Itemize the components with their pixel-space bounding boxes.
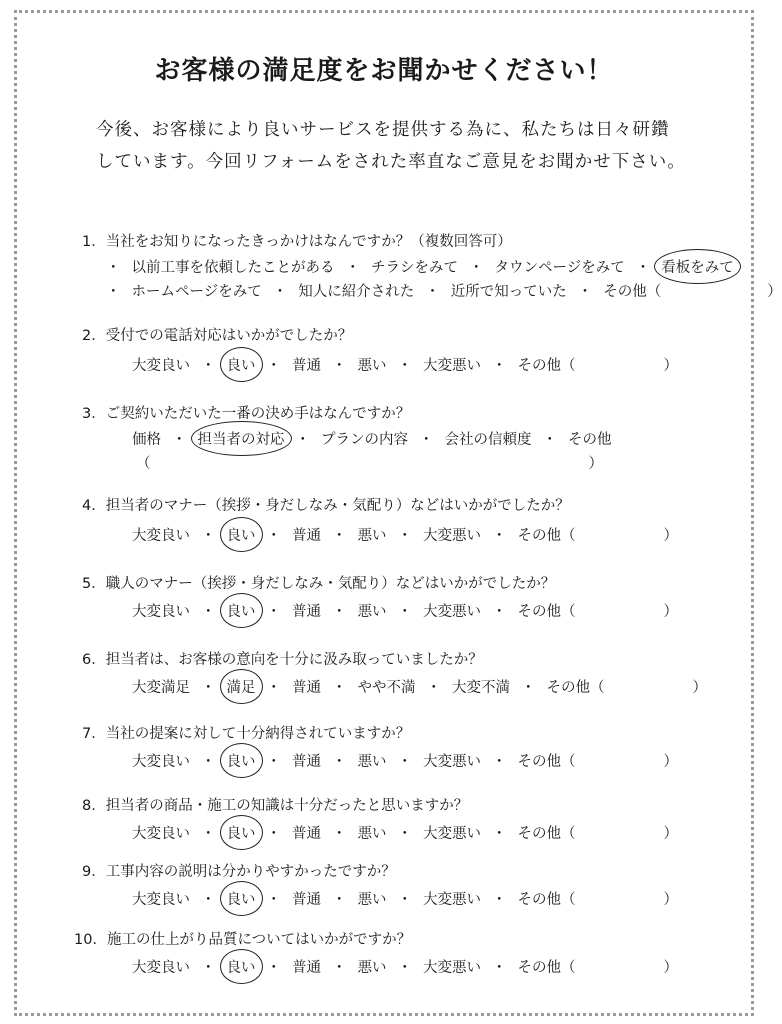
option-very-bad[interactable]: 大変悪い [423, 358, 481, 374]
option-price[interactable]: 価格 [132, 432, 161, 448]
open-paren: （ [136, 456, 151, 472]
separator: ・ [266, 528, 281, 544]
option-slightly-dissatisfied[interactable]: やや不満 [357, 680, 416, 696]
option-very-good[interactable]: 大変良い [132, 892, 190, 908]
option-town-page[interactable]: タウンページをみて [494, 260, 625, 276]
separator: ・ [469, 260, 484, 276]
option-very-good[interactable]: 大変良い [132, 604, 190, 620]
option-very-bad[interactable]: 大変悪い [423, 892, 481, 908]
option-referral[interactable]: 知人に紹介された [298, 284, 415, 300]
separator: ・ [332, 604, 347, 620]
separator: ・ [332, 892, 347, 908]
option-average[interactable]: 普通 [292, 754, 321, 770]
option-good-selected[interactable]: 良い [227, 750, 256, 771]
option-previous-work[interactable]: 以前工事を依頼したことがある [131, 260, 335, 276]
option-average[interactable]: 普通 [292, 358, 321, 374]
separator: ・ [295, 432, 310, 448]
separator: ・ [492, 960, 507, 976]
question-2-options [132, 354, 678, 375]
option-plan-content[interactable]: プランの内容 [321, 432, 408, 448]
question-9-options [132, 888, 678, 909]
option-very-bad[interactable]: 大変悪い [423, 960, 481, 976]
separator: ・ [635, 260, 651, 276]
separator: ・ [397, 604, 412, 620]
option-good-selected[interactable]: 良い [227, 822, 256, 843]
separator: ・ [345, 260, 360, 276]
question-1-options-row-1 [106, 256, 734, 277]
separator: ・ [521, 680, 536, 696]
option-bad[interactable]: 悪い [357, 528, 387, 544]
bullet: ・ [106, 284, 121, 300]
option-very-bad[interactable]: 大変悪い [423, 604, 481, 620]
question-6-options [132, 676, 707, 697]
close-paren: ） [663, 358, 678, 374]
close-paren: ） [663, 528, 678, 544]
option-very-good[interactable]: 大変良い [132, 528, 190, 544]
question-9: 9．工事内容の説明は分かりやすかったですか？ [82, 864, 396, 880]
question-5-options [132, 600, 678, 621]
option-very-satisfied[interactable]: 大変満足 [132, 680, 190, 696]
separator: ・ [397, 960, 412, 976]
option-very-bad[interactable]: 大変悪い [423, 754, 481, 770]
separator: ・ [492, 754, 507, 770]
option-average[interactable]: 普通 [292, 826, 321, 842]
question-8: 8．担当者の商品・施工の知識は十分だったと思いますか？ [82, 798, 469, 814]
option-good-selected[interactable]: 良い [227, 888, 256, 909]
separator: ・ [201, 754, 216, 770]
close-paren: ） [767, 284, 782, 300]
separator: ・ [201, 358, 216, 374]
option-very-bad[interactable]: 大変悪い [423, 826, 481, 842]
separator: ・ [266, 826, 281, 842]
question-3: 3．ご契約いただいた一番の決め手はなんですか？ [82, 406, 411, 422]
question-5: 5．職人のマナー（挨拶・身だしなみ・気配り）などはいかがでしたか？ [82, 576, 556, 592]
option-other[interactable]: その他（ [517, 754, 576, 770]
separator: ・ [492, 604, 507, 620]
option-very-good[interactable]: 大変良い [132, 358, 190, 374]
question-1-options-row-2 [106, 280, 782, 301]
question-4-options [132, 524, 678, 545]
close-paren: ） [692, 680, 707, 696]
question-2: 2．受付での電話対応はいかがでしたか？ [82, 328, 353, 344]
option-other[interactable]: その他（ [517, 826, 576, 842]
option-other[interactable]: その他（ [517, 528, 576, 544]
close-paren: ） [588, 456, 603, 472]
separator: ・ [425, 284, 440, 300]
separator: ・ [397, 528, 412, 544]
intro-line-1: 今後、お客様により良いサービスを提供する為に、私たちは日々研鑽 [96, 120, 670, 140]
option-company-trust[interactable]: 会社の信頼度 [444, 432, 532, 448]
separator: ・ [201, 604, 216, 620]
close-paren: ） [663, 754, 678, 770]
option-bad[interactable]: 悪い [357, 826, 387, 842]
question-10-options [132, 956, 678, 977]
option-staff-response-selected[interactable]: 担当者の対応 [198, 428, 285, 449]
option-signboard-selected[interactable]: 看板をみて [661, 256, 734, 277]
separator: ・ [419, 432, 434, 448]
separator: ・ [201, 960, 216, 976]
close-paren: ） [663, 960, 678, 976]
question-7-options [132, 750, 678, 771]
question-3-other-field [136, 452, 603, 473]
option-average[interactable]: 普通 [292, 892, 321, 908]
option-bad[interactable]: 悪い [357, 754, 387, 770]
option-other[interactable]: その他（ [517, 358, 576, 374]
option-other[interactable]: その他（ [546, 680, 605, 696]
separator: ・ [397, 754, 412, 770]
option-flyer[interactable]: チラシをみて [371, 260, 458, 276]
separator: ・ [272, 284, 288, 300]
option-other[interactable]: その他（ [603, 284, 662, 300]
separator: ・ [332, 754, 347, 770]
option-very-good[interactable]: 大変良い [132, 754, 190, 770]
option-other[interactable]: その他（ [517, 960, 576, 976]
option-very-bad[interactable]: 大変悪い [423, 528, 481, 544]
question-7: 7．当社の提案に対して十分納得されていますか？ [82, 726, 411, 742]
separator: ・ [201, 528, 216, 544]
survey-title: お客様の満足度をお聞かせください！ [154, 56, 614, 86]
option-other[interactable]: その他（ [517, 604, 576, 620]
separator: ・ [397, 826, 412, 842]
option-other[interactable]: その他 [568, 432, 612, 448]
question-3-options [132, 428, 612, 449]
separator: ・ [201, 680, 216, 696]
separator: ・ [201, 826, 216, 842]
option-bad[interactable]: 悪い [357, 892, 387, 908]
separator: ・ [332, 680, 347, 696]
separator: ・ [542, 432, 557, 448]
separator: ・ [266, 604, 281, 620]
separator: ・ [172, 432, 187, 448]
option-homepage[interactable]: ホームページをみて [131, 284, 262, 300]
separator: ・ [332, 528, 347, 544]
separator: ・ [397, 358, 412, 374]
question-1: 1．当社をお知りになったきっかけはなんですか？（複数回答可） [82, 234, 512, 250]
separator: ・ [266, 754, 281, 770]
separator: ・ [266, 960, 281, 976]
option-average[interactable]: 普通 [292, 960, 321, 976]
bullet: ・ [106, 260, 121, 276]
close-paren: ） [663, 826, 678, 842]
question-10: 10．施工の仕上がり品質についてはいかがですか？ [74, 932, 412, 948]
option-average[interactable]: 普通 [292, 604, 321, 620]
separator: ・ [397, 892, 412, 908]
option-good-selected[interactable]: 良い [227, 354, 256, 375]
option-other[interactable]: その他（ [517, 892, 576, 908]
separator: ・ [332, 826, 347, 842]
separator: ・ [332, 358, 347, 374]
question-8-options [132, 822, 678, 843]
separator: ・ [332, 960, 347, 976]
separator: ・ [266, 892, 281, 908]
separator: ・ [492, 826, 507, 842]
separator: ・ [266, 358, 281, 374]
option-bad[interactable]: 悪い [357, 604, 387, 620]
separator: ・ [492, 892, 507, 908]
option-bad[interactable]: 悪い [357, 358, 387, 374]
option-good-selected[interactable]: 良い [227, 956, 256, 977]
question-4: 4．担当者のマナー（挨拶・身だしなみ・気配り）などはいかがでしたか？ [82, 498, 570, 514]
option-very-dissatisfied[interactable]: 大変不満 [452, 680, 510, 696]
close-paren: ） [663, 604, 678, 620]
option-neighborhood[interactable]: 近所で知っていた [450, 284, 567, 300]
option-good-selected[interactable]: 良い [227, 600, 256, 621]
separator: ・ [426, 680, 441, 696]
option-bad[interactable]: 悪い [357, 960, 387, 976]
option-average[interactable]: 普通 [292, 528, 321, 544]
separator: ・ [201, 892, 216, 908]
intro-line-2: しています。今回リフォームをされた率直なご意見をお聞かせ下さい。 [96, 152, 686, 172]
separator: ・ [577, 284, 593, 300]
option-satisfied-selected[interactable]: 満足 [227, 676, 256, 697]
option-good-selected[interactable]: 良い [227, 524, 256, 545]
separator: ・ [266, 680, 281, 696]
option-very-good[interactable]: 大変良い [132, 960, 190, 976]
question-6: 6．担当者は、お客様の意向を十分に汲み取っていましたか？ [82, 652, 483, 668]
separator: ・ [492, 528, 507, 544]
close-paren: ） [663, 892, 678, 908]
separator: ・ [492, 358, 507, 374]
option-very-good[interactable]: 大変良い [132, 826, 190, 842]
option-average[interactable]: 普通 [292, 680, 321, 696]
